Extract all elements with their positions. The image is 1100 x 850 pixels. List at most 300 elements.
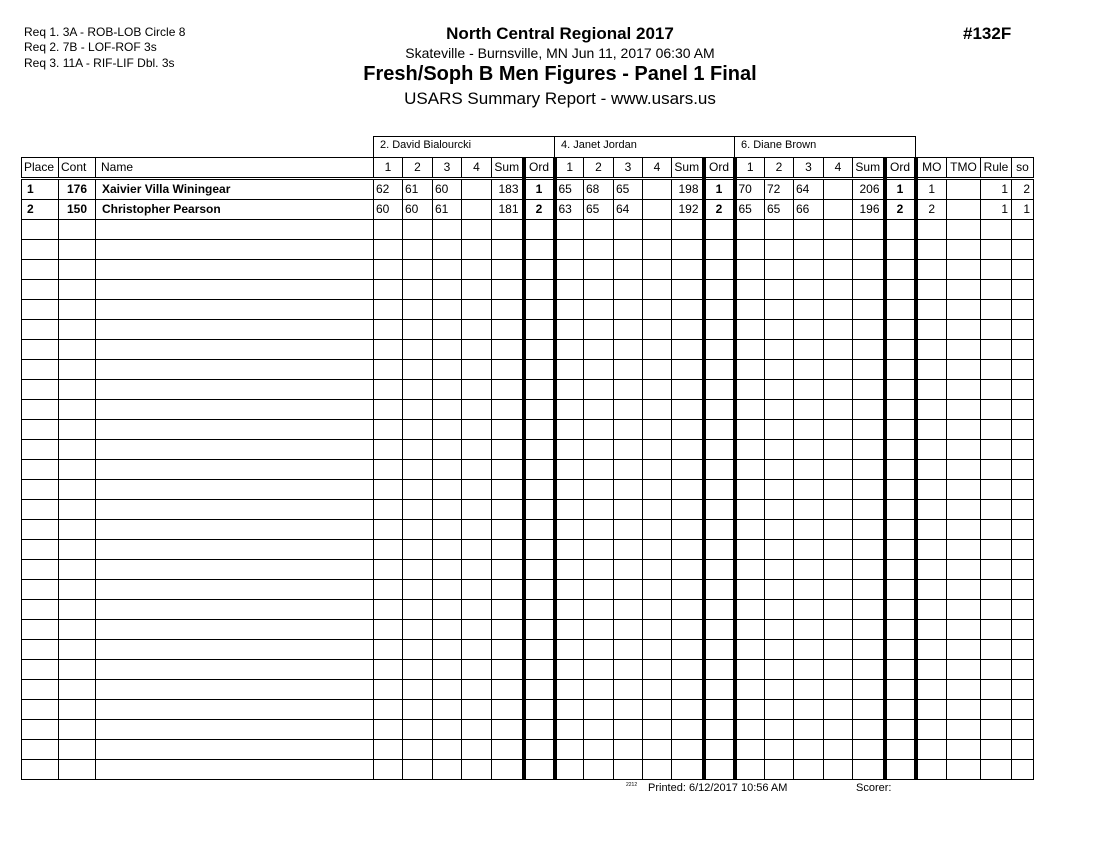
empty-cell: [22, 560, 59, 580]
empty-cell: [853, 300, 885, 320]
empty-cell: [794, 360, 824, 380]
requirement-2: Req 2. 7B - LOF-ROF 3s: [24, 40, 157, 54]
empty-cell: [614, 420, 643, 440]
empty-cell: [672, 600, 704, 620]
score: 65: [584, 200, 614, 220]
empty-cell: [96, 500, 374, 520]
empty-cell: [96, 760, 374, 780]
empty-cell: [462, 620, 492, 640]
empty-cell: [1012, 660, 1034, 680]
empty-cell: [59, 640, 96, 660]
empty-cell: [584, 240, 614, 260]
empty-cell: [672, 680, 704, 700]
empty-cell: [824, 320, 853, 340]
empty-table-row: [22, 340, 1034, 360]
empty-cell: [704, 500, 735, 520]
empty-cell: [735, 620, 765, 640]
empty-cell: [403, 480, 433, 500]
empty-table-row: [22, 400, 1034, 420]
place: 2: [22, 200, 59, 220]
empty-cell: [794, 260, 824, 280]
empty-cell: [824, 580, 853, 600]
empty-cell: [947, 680, 981, 700]
empty-cell: [584, 740, 614, 760]
empty-cell: [853, 560, 885, 580]
empty-cell: [643, 300, 672, 320]
empty-cell: [433, 560, 462, 580]
empty-cell: [403, 300, 433, 320]
empty-cell: [462, 240, 492, 260]
empty-cell: [765, 540, 794, 560]
empty-cell: [643, 600, 672, 620]
empty-cell: [947, 540, 981, 560]
empty-cell: [981, 240, 1012, 260]
empty-cell: [885, 360, 916, 380]
empty-cell: [824, 240, 853, 260]
empty-cell: [433, 420, 462, 440]
empty-cell: [824, 620, 853, 640]
empty-cell: [374, 640, 403, 660]
col-rule: Rule: [981, 158, 1012, 179]
empty-cell: [1012, 240, 1034, 260]
empty-cell: [947, 740, 981, 760]
empty-cell: [374, 480, 403, 500]
empty-cell: [885, 600, 916, 620]
empty-cell: [735, 500, 765, 520]
empty-cell: [492, 420, 524, 440]
empty-cell: [433, 720, 462, 740]
empty-cell: [672, 720, 704, 740]
table-row: [22, 200, 1034, 220]
empty-cell: [59, 600, 96, 620]
empty-cell: [885, 380, 916, 400]
empty-cell: [704, 720, 735, 740]
ordinal: 1: [524, 179, 555, 200]
empty-cell: [59, 680, 96, 700]
empty-cell: [643, 560, 672, 580]
empty-cell: [403, 680, 433, 700]
empty-cell: [524, 680, 555, 700]
empty-cell: [981, 680, 1012, 700]
empty-cell: [403, 260, 433, 280]
empty-cell: [643, 340, 672, 360]
empty-cell: [614, 480, 643, 500]
empty-cell: [981, 580, 1012, 600]
empty-cell: [1012, 680, 1034, 700]
empty-cell: [765, 260, 794, 280]
empty-table-row: [22, 300, 1034, 320]
empty-cell: [853, 540, 885, 560]
empty-cell: [765, 520, 794, 540]
empty-cell: [524, 320, 555, 340]
empty-cell: [853, 460, 885, 480]
empty-cell: [492, 500, 524, 520]
empty-cell: [96, 600, 374, 620]
empty-cell: [59, 340, 96, 360]
empty-cell: [96, 680, 374, 700]
empty-cell: [492, 740, 524, 760]
empty-cell: [981, 440, 1012, 460]
empty-cell: [885, 620, 916, 640]
empty-cell: [492, 300, 524, 320]
j3-col-ord: Ord: [885, 158, 916, 179]
empty-cell: [704, 740, 735, 760]
empty-cell: [672, 660, 704, 680]
empty-cell: [374, 600, 403, 620]
empty-cell: [374, 760, 403, 780]
empty-cell: [947, 560, 981, 580]
empty-cell: [981, 220, 1012, 240]
empty-cell: [433, 580, 462, 600]
empty-cell: [824, 300, 853, 320]
empty-cell: [765, 600, 794, 620]
empty-cell: [794, 320, 824, 340]
empty-cell: [524, 700, 555, 720]
empty-cell: [981, 340, 1012, 360]
empty-cell: [735, 460, 765, 480]
empty-cell: [643, 700, 672, 720]
empty-cell: [704, 540, 735, 560]
score: 70: [735, 179, 765, 200]
sum: 192: [672, 200, 704, 220]
empty-cell: [981, 320, 1012, 340]
empty-cell: [981, 480, 1012, 500]
empty-cell: [643, 740, 672, 760]
empty-cell: [1012, 540, 1034, 560]
empty-cell: [584, 420, 614, 440]
empty-cell: [704, 360, 735, 380]
empty-cell: [947, 640, 981, 660]
empty-cell: [735, 260, 765, 280]
empty-cell: [947, 460, 981, 480]
empty-cell: [643, 440, 672, 460]
score: 65: [765, 200, 794, 220]
empty-cell: [462, 460, 492, 480]
empty-cell: [1012, 520, 1034, 540]
score: [824, 200, 853, 220]
empty-cell: [916, 680, 947, 700]
empty-cell: [403, 660, 433, 680]
empty-cell: [555, 680, 584, 700]
judge-name: 4. Janet Jordan: [561, 139, 637, 151]
empty-cell: [403, 620, 433, 640]
sum: 183: [492, 179, 524, 200]
empty-cell: [462, 420, 492, 440]
empty-cell: [794, 760, 824, 780]
skating-order: 1: [1012, 200, 1034, 220]
empty-cell: [765, 500, 794, 520]
empty-cell: [704, 600, 735, 620]
empty-cell: [59, 320, 96, 340]
competition-title: North Central Regional 2017: [446, 24, 674, 43]
empty-cell: [524, 480, 555, 500]
empty-cell: [643, 220, 672, 240]
empty-cell: [765, 620, 794, 640]
empty-cell: [492, 260, 524, 280]
empty-cell: [59, 460, 96, 480]
empty-cell: [403, 760, 433, 780]
empty-cell: [824, 260, 853, 280]
empty-cell: [555, 360, 584, 380]
empty-cell: [96, 640, 374, 660]
empty-cell: [735, 440, 765, 460]
results-table: [21, 157, 1034, 780]
empty-cell: [981, 640, 1012, 660]
empty-cell: [916, 400, 947, 420]
empty-cell: [824, 600, 853, 620]
empty-cell: [704, 760, 735, 780]
col-tmo: TMO: [947, 158, 981, 179]
empty-cell: [584, 460, 614, 480]
empty-cell: [614, 320, 643, 340]
score: 61: [403, 179, 433, 200]
empty-cell: [614, 740, 643, 760]
empty-cell: [735, 680, 765, 700]
empty-cell: [374, 240, 403, 260]
empty-cell: [433, 300, 462, 320]
empty-cell: [735, 520, 765, 540]
empty-cell: [22, 240, 59, 260]
empty-cell: [672, 420, 704, 440]
empty-cell: [433, 700, 462, 720]
empty-cell: [59, 280, 96, 300]
empty-cell: [584, 680, 614, 700]
empty-cell: [672, 640, 704, 660]
table-row: [22, 179, 1034, 200]
empty-cell: [22, 660, 59, 680]
empty-cell: [374, 740, 403, 760]
empty-cell: [947, 600, 981, 620]
empty-cell: [947, 360, 981, 380]
empty-cell: [614, 660, 643, 680]
empty-cell: [916, 760, 947, 780]
empty-cell: [735, 300, 765, 320]
empty-cell: [374, 280, 403, 300]
empty-cell: [614, 400, 643, 420]
empty-cell: [492, 220, 524, 240]
empty-cell: [853, 580, 885, 600]
empty-cell: [916, 620, 947, 640]
empty-cell: [492, 460, 524, 480]
ordinal: 2: [524, 200, 555, 220]
empty-cell: [22, 480, 59, 500]
empty-cell: [735, 220, 765, 240]
empty-cell: [462, 360, 492, 380]
empty-cell: [885, 460, 916, 480]
empty-cell: [524, 220, 555, 240]
empty-cell: [374, 540, 403, 560]
empty-cell: [981, 260, 1012, 280]
empty-cell: [96, 240, 374, 260]
empty-cell: [22, 520, 59, 540]
empty-cell: [374, 560, 403, 580]
j3-col-1: 1: [735, 158, 765, 179]
col-cont: Cont: [59, 158, 96, 179]
judge-name: 2. David Bialourcki: [380, 139, 472, 151]
score: 68: [584, 179, 614, 200]
empty-cell: [916, 720, 947, 740]
empty-cell: [794, 540, 824, 560]
empty-cell: [735, 640, 765, 660]
empty-cell: [462, 440, 492, 460]
empty-cell: [643, 680, 672, 700]
empty-cell: [524, 380, 555, 400]
empty-cell: [1012, 560, 1034, 580]
empty-cell: [916, 460, 947, 480]
empty-cell: [794, 340, 824, 360]
empty-cell: [853, 360, 885, 380]
empty-cell: [947, 700, 981, 720]
empty-cell: [643, 360, 672, 380]
empty-cell: [614, 380, 643, 400]
empty-cell: [794, 700, 824, 720]
empty-cell: [704, 340, 735, 360]
empty-cell: [462, 640, 492, 660]
empty-cell: [96, 300, 374, 320]
empty-cell: [916, 440, 947, 460]
empty-cell: [947, 260, 981, 280]
empty-cell: [374, 720, 403, 740]
empty-cell: [462, 720, 492, 740]
empty-cell: [584, 660, 614, 680]
empty-cell: [462, 600, 492, 620]
empty-table-row: [22, 520, 1034, 540]
empty-cell: [885, 500, 916, 520]
empty-cell: [643, 580, 672, 600]
empty-cell: [643, 260, 672, 280]
empty-cell: [492, 560, 524, 580]
score: [462, 200, 492, 220]
empty-cell: [524, 600, 555, 620]
empty-cell: [403, 360, 433, 380]
empty-cell: [524, 560, 555, 580]
empty-cell: [1012, 620, 1034, 640]
empty-cell: [765, 400, 794, 420]
empty-cell: [584, 600, 614, 620]
skating-order: 2: [1012, 179, 1034, 200]
empty-cell: [643, 500, 672, 520]
ordinal: 1: [704, 179, 735, 200]
empty-cell: [981, 500, 1012, 520]
empty-cell: [916, 320, 947, 340]
empty-cell: [584, 520, 614, 540]
empty-cell: [981, 360, 1012, 380]
score: [462, 179, 492, 200]
empty-cell: [374, 420, 403, 440]
empty-cell: [885, 560, 916, 580]
empty-cell: [374, 520, 403, 540]
empty-cell: [374, 580, 403, 600]
empty-cell: [916, 240, 947, 260]
score: 66: [794, 200, 824, 220]
empty-cell: [584, 760, 614, 780]
empty-cell: [59, 620, 96, 640]
empty-cell: [916, 740, 947, 760]
empty-cell: [765, 760, 794, 780]
empty-cell: [462, 500, 492, 520]
empty-cell: [403, 600, 433, 620]
empty-table-row: [22, 540, 1034, 560]
empty-cell: [672, 380, 704, 400]
empty-cell: [735, 660, 765, 680]
empty-cell: [96, 720, 374, 740]
empty-cell: [555, 280, 584, 300]
empty-cell: [433, 240, 462, 260]
empty-cell: [885, 300, 916, 320]
sum: 198: [672, 179, 704, 200]
empty-cell: [403, 240, 433, 260]
empty-cell: [403, 340, 433, 360]
empty-cell: [555, 500, 584, 520]
empty-cell: [614, 500, 643, 520]
empty-cell: [524, 360, 555, 380]
empty-cell: [704, 680, 735, 700]
empty-cell: [59, 560, 96, 580]
empty-cell: [824, 460, 853, 480]
empty-cell: [96, 340, 374, 360]
column-header-row: [22, 158, 1034, 179]
empty-cell: [96, 320, 374, 340]
empty-table-row: [22, 440, 1034, 460]
majority-ordinal: 2: [916, 200, 947, 220]
empty-cell: [59, 660, 96, 680]
venue-date: Skateville - Burnsville, MN Jun 11, 2017 06:30 AM: [405, 45, 715, 61]
j3-col-4: 4: [824, 158, 853, 179]
empty-cell: [22, 400, 59, 420]
empty-cell: [22, 260, 59, 280]
judge-header-1: [373, 136, 555, 157]
empty-cell: [643, 380, 672, 400]
report-title: USARS Summary Report - www.usars.us: [404, 89, 716, 108]
empty-cell: [462, 580, 492, 600]
empty-cell: [96, 740, 374, 760]
score: [643, 200, 672, 220]
empty-cell: [735, 320, 765, 340]
empty-cell: [462, 540, 492, 560]
empty-cell: [374, 440, 403, 460]
empty-cell: [735, 420, 765, 440]
empty-cell: [1012, 340, 1034, 360]
empty-cell: [704, 440, 735, 460]
empty-table-row: [22, 360, 1034, 380]
printed-timestamp: Printed: 6/12/2017 10:56 AM: [648, 782, 788, 794]
empty-cell: [853, 420, 885, 440]
empty-cell: [853, 500, 885, 520]
empty-cell: [824, 380, 853, 400]
empty-cell: [1012, 220, 1034, 240]
empty-cell: [981, 520, 1012, 540]
empty-cell: [22, 700, 59, 720]
empty-cell: [704, 660, 735, 680]
empty-cell: [704, 300, 735, 320]
empty-cell: [672, 260, 704, 280]
empty-cell: [433, 280, 462, 300]
empty-cell: [853, 380, 885, 400]
empty-cell: [824, 720, 853, 740]
empty-cell: [981, 660, 1012, 680]
empty-cell: [584, 700, 614, 720]
empty-cell: [704, 460, 735, 480]
empty-cell: [916, 260, 947, 280]
empty-cell: [555, 300, 584, 320]
empty-cell: [614, 680, 643, 700]
empty-cell: [374, 400, 403, 420]
empty-cell: [704, 640, 735, 660]
j3-col-sum: Sum: [853, 158, 885, 179]
empty-cell: [374, 340, 403, 360]
empty-cell: [885, 760, 916, 780]
empty-cell: [614, 640, 643, 660]
